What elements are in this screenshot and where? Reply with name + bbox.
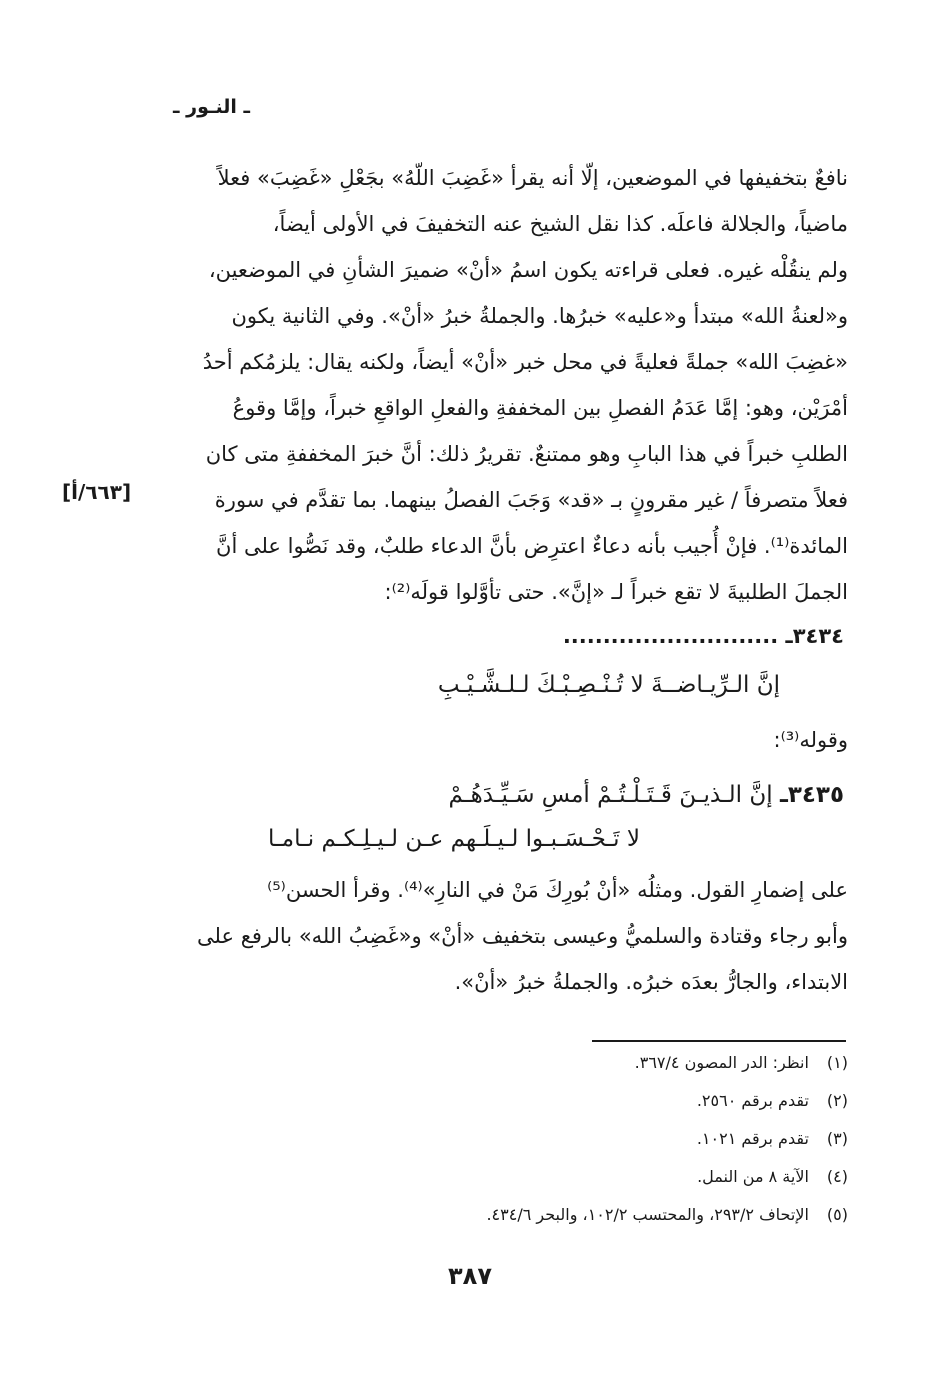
footnote-text: الإتحاف ٢٩٣/٢، والمحتسب ١٠٢/٢، والبحر ٤٣٤/٦. (486, 1205, 809, 1224)
footnote-number: (٢) (826, 1091, 848, 1110)
footnote (158, 1158, 848, 1196)
verse-number: ٣٤٣٤ـ (785, 624, 844, 648)
footnote-text: تقدم برقم ١٠٢١. (696, 1129, 809, 1148)
verse-hemistich: إنَّ الـذيـنَ قَـتَـلْـتُـمْ أمسِ سَـيِّـدَهُـمْ (448, 782, 773, 808)
body-paragraph (158, 155, 848, 615)
verse-3435-line-2: لا تَـحْـسَـبـوا لـيـلَـهم عـن لـيـلِـكـم نـامـا (268, 826, 640, 852)
body-line: نافعٌ بتخفيفها في الموضعين، إلّا أنه يقرأ «غَضِبَ اللّهُ» بجَعْلِ «غَضِبَ» فعلاً (217, 166, 848, 190)
footnote-text: انظر: الدر المصون ٣٦٧/٤. (634, 1053, 809, 1072)
footnote (158, 1044, 848, 1082)
manuscript-folio-note: [٦٦٣/أ] (62, 480, 132, 504)
body-line: ماضياً، والجلالة فاعلَه. كذا نقل الشيخ عنه التخفيفَ في الأولى أيضاً، (272, 212, 848, 236)
body-line: المائدة⁽¹⁾. فإنْ أُجيب بأنه دعاءٌ اعترِض بأنَّ الدعاء طلبٌ، وقد نَصُّوا على أنَّ (216, 534, 848, 558)
verse-3434-text: إنَّ الـرِّيـاضــةَ لا تُـنْـصِـبْـكَ لـلـشَّـيْـبِ (437, 672, 780, 698)
verse-dots: ........................... (562, 624, 779, 648)
footnote-number: (٣) (826, 1129, 848, 1148)
footnote-number: (٥) (826, 1205, 848, 1224)
footnote-number: (٤) (826, 1167, 848, 1186)
body-line: ولم ينقُلْه غيره. فعلى قراءته يكون اسمُ «أنْ» ضميرَ الشأنِ في الموضعين، (208, 258, 848, 282)
footnote (158, 1082, 848, 1120)
footnote (158, 1196, 848, 1234)
body-line: على إضمارِ القول. ومثلُه «أنْ بُورِكَ مَنْ في النارِ»⁽⁴⁾. وقرأ الحسن⁽⁵⁾ (267, 878, 848, 902)
running-header: ـ النـور ـ (173, 96, 250, 118)
body-line: الطلبِ خبراً في هذا البابِ وهو ممتنعٌ. تقريرُ ذلك: أنَّ خبرَ المخففةِ متى كان (205, 442, 848, 466)
body-line: وأبو رجاء وقتادة والسلميُّ وعيسى بتخفيف «أنْ» و«غَضِبُ الله» بالرفع على (197, 924, 848, 948)
body-line: الابتداء، والجارُّ بعدَه خبرُه. والجملةُ خبرُ «أنْ». (454, 970, 848, 994)
body-line: «غضِبَ الله» جملةً فعليةً في محل خبر «أنْ» أيضاً، ولكنه يقال: يلزمُكم أحدُ (202, 350, 848, 374)
footnote-number: (١) (826, 1053, 848, 1072)
body-line: الجملَ الطلبيةَ لا تقع خبراً لـ «إنَّ». حتى تأوَّلوا قولَه⁽²⁾: (384, 580, 848, 604)
page-number: ٣٨٧ (448, 1262, 492, 1290)
body-line: فعلاً متصرفاً / غير مقرونٍ بـ «قد» وَجَبَ الفصلُ بينهما. بما تقدَّم في سورة (214, 488, 848, 512)
footnote-divider (592, 1040, 846, 1042)
body-line: أمْرَيْن، وهو: إمَّا عَدَمُ الفصلِ بين المخففةِ والفعلِ الواقعِ خبراً، وإمَّا وقوعُ (232, 396, 848, 420)
verse-3434-header (154, 624, 844, 648)
footnote-text: تقدم برقم ٢٥٦٠. (696, 1091, 809, 1110)
verse-intro: وقوله⁽³⁾: (773, 728, 848, 752)
footnotes (158, 1044, 848, 1234)
verse-number: ٣٤٣٥ـ (779, 782, 844, 808)
footnote-text: الآية ٨ من النمل. (697, 1167, 809, 1186)
verse-3435-line-1 (144, 782, 844, 808)
footnote (158, 1120, 848, 1158)
body-line: و«لعنةُ الله» مبتدأ و«عليه» خبرُها. والجملةُ خبرُ «أنْ». وفي الثانية يكون (231, 304, 848, 328)
